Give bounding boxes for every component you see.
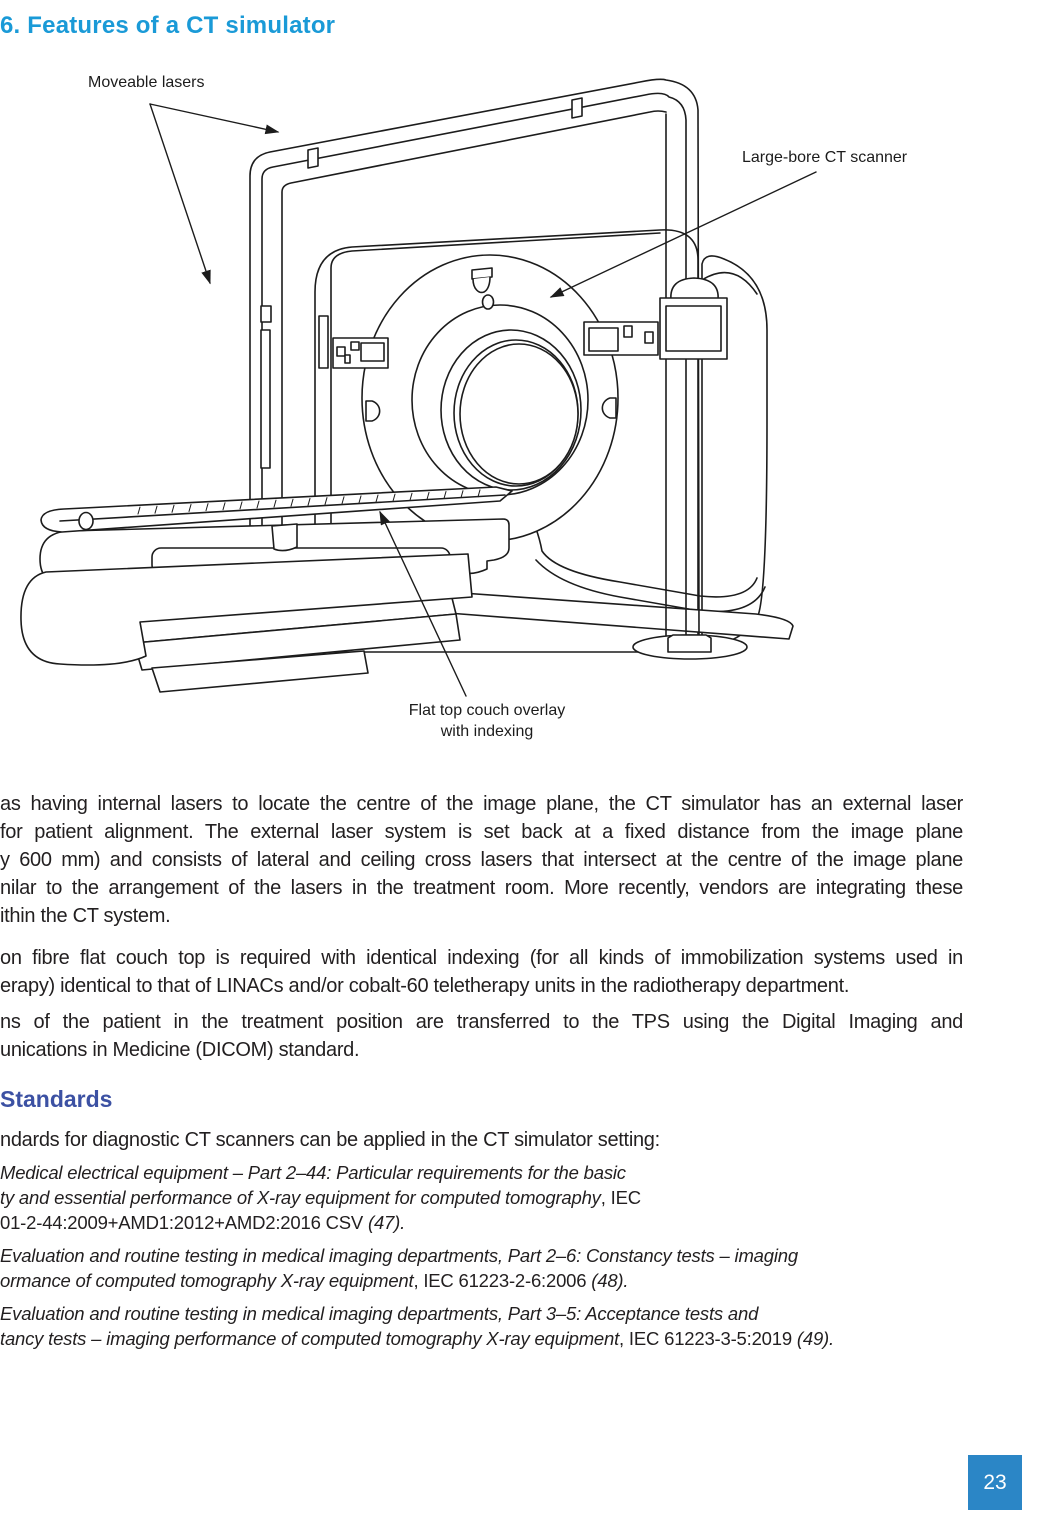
standards-item (0, 1160, 980, 1235)
laser-slot-small (261, 306, 271, 322)
body-text-line: unications in Medicine (DICOM) standard. (0, 1039, 360, 1061)
standards-list (0, 1160, 980, 1359)
figure-label-moveable-lasers: Moveable lasers (88, 74, 205, 91)
standards-item-line: Evaluation and routine testing in medical imaging departments, Part 2–6: Constancy tests – imaging (0, 1245, 798, 1266)
standards-item-line: 01-2-44:2009+AMD1:2012+AMD2:2016 CSV (47). (0, 1212, 406, 1233)
arrow-moveable-lasers-2 (150, 104, 210, 283)
pole-foot (633, 635, 747, 659)
right-control-panel (584, 322, 658, 355)
left-control-panel (333, 338, 388, 368)
body-text-line: ithin the CT system. (0, 905, 171, 927)
laser-slot-long (261, 330, 270, 468)
body-text-line: as having internal lasers to locate the centre of the image plane, the CT simulator has an external laser (0, 793, 963, 815)
figure-label-flat-top-line2: with indexing (440, 723, 534, 740)
paragraph-2 (0, 944, 963, 1000)
standards-item-line: ormance of computed tomography X-ray equipment, IEC 61223-2-6:2006 (48). (0, 1270, 629, 1291)
figure-label-flat-top (392, 700, 582, 742)
left-ring-button (366, 401, 380, 421)
standards-heading: Standards (0, 1086, 113, 1112)
standards-item (0, 1301, 980, 1351)
page-number-badge: 23 (968, 1455, 1022, 1510)
body-text-line: for patient alignment. The external laser system is set back at a fixed distance from the image plane (0, 821, 963, 843)
arrow-moveable-lasers-1 (150, 104, 278, 132)
standards-item-line: Evaluation and routine testing in medical imaging departments, Part 3–5: Acceptance tests and (0, 1303, 759, 1324)
body-text-line: erapy) identical to that of LINACs and/or cobalt-60 teletherapy units in the radiotherapy department. (0, 975, 850, 997)
standards-item (0, 1243, 980, 1293)
couch-knob (79, 513, 93, 530)
standards-item-line: tancy tests – imaging performance of computed tomography X-ray equipment, IEC 61223-3-5:2019 (49). (0, 1328, 834, 1349)
body-text-line: ns of the patient in the treatment position are transferred to the TPS using the Digital Imaging and (0, 1011, 963, 1033)
body-text-line: on fibre flat couch top is required with identical indexing (for all kinds of immobilization systems used in (0, 947, 963, 969)
body-text-line: nilar to the arrangement of the lasers in the treatment room. More recently, vendors are integrating these (0, 877, 963, 899)
paragraph-3 (0, 1008, 963, 1064)
figure-label-flat-top-line1: Flat top couch overlay (408, 702, 566, 719)
paragraph-1 (0, 790, 963, 930)
standards-intro: ndards for diagnostic CT scanners can be applied in the CT simulator setting: (0, 1129, 660, 1151)
right-ring-button (602, 398, 616, 418)
figure-label-large-bore: Large-bore CT scanner (742, 149, 908, 166)
page-title: 6. Features of a CT simulator (0, 12, 336, 39)
standards-item-line: ty and essential performance of X-ray equipment for computed tomography, IEC (0, 1187, 641, 1208)
body-text-line: y 600 mm) and consists of lateral and ceiling cross lasers that intersect at the centre of the image plane (0, 849, 963, 871)
standards-item-line: Medical electrical equipment – Part 2–44: Particular requirements for the basic (0, 1162, 626, 1183)
